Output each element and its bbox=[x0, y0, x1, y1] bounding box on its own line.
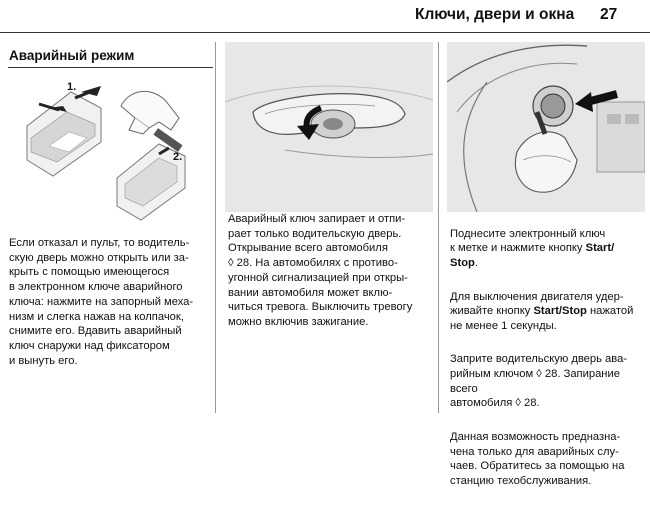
column-divider-right bbox=[438, 42, 439, 413]
section-title: Аварийный режим bbox=[9, 48, 135, 63]
paragraph-emergency-only: Данная возможность предназна- чена только для аварийных слу- чаев. Обратитесь за помощью на станцию техобслуживания. bbox=[450, 430, 625, 487]
start-stop-illustration bbox=[447, 42, 645, 212]
running-header-title: Ключи, двери и окна bbox=[415, 6, 575, 23]
start-stop-keyword: Start/ Stop bbox=[450, 242, 615, 270]
start-stop-keyword: Start/Stop bbox=[533, 305, 587, 318]
text-run: . bbox=[474, 257, 478, 270]
door-handle-illustration bbox=[225, 42, 433, 212]
column-3-text bbox=[450, 212, 646, 507]
step-2-label: 2. bbox=[173, 151, 183, 163]
section-rule bbox=[8, 67, 213, 68]
column-divider-left bbox=[215, 42, 216, 413]
header-rule bbox=[0, 32, 650, 33]
paragraph-start-stop-press bbox=[450, 227, 646, 271]
paragraph-lock-door: Заприте водительскую дверь ава- рийным ключом ◊ 28. Запирание всего автомобиля ◊ 28. bbox=[450, 353, 628, 410]
text-run: Поднесите электронный ключ к метке и нажмите кнопку bbox=[450, 227, 606, 255]
figure-emergency-key-fob bbox=[9, 78, 209, 225]
figure-door-handle bbox=[225, 42, 433, 212]
key-fob-illustration bbox=[9, 78, 209, 225]
step-1-label: 1. bbox=[67, 81, 77, 93]
figure-start-stop bbox=[447, 42, 645, 212]
paragraph-engine-off bbox=[450, 290, 646, 334]
column-2-text: Аварийный ключ запирает и отпи- рает только водительскую дверь. Открывание всего автомобиля ◊ 28. На автомобилях с противо- угонной сигнализацией при откры- вании автомобиля может вклю- читься тревога. Выключить тревогу можно включив зажигание. bbox=[228, 213, 413, 328]
page-number: 27 bbox=[600, 6, 618, 23]
text-run: Для выключения двигателя удер- живайте кнопку bbox=[450, 290, 624, 318]
text-run: нажатой не менее 1 секунды. bbox=[450, 305, 634, 332]
column-1-text: Если отказал и пульт, то водитель- скую дверь можно открыть или за- крыть с помощью имеющегося в электронном ключе аварийного ключа: нажмите на запорный меха- низм и слегка нажав на колпачок, снимите его. Вдавить аварийный ключ снаружи над фиксатором и вынуть его. bbox=[9, 237, 194, 367]
